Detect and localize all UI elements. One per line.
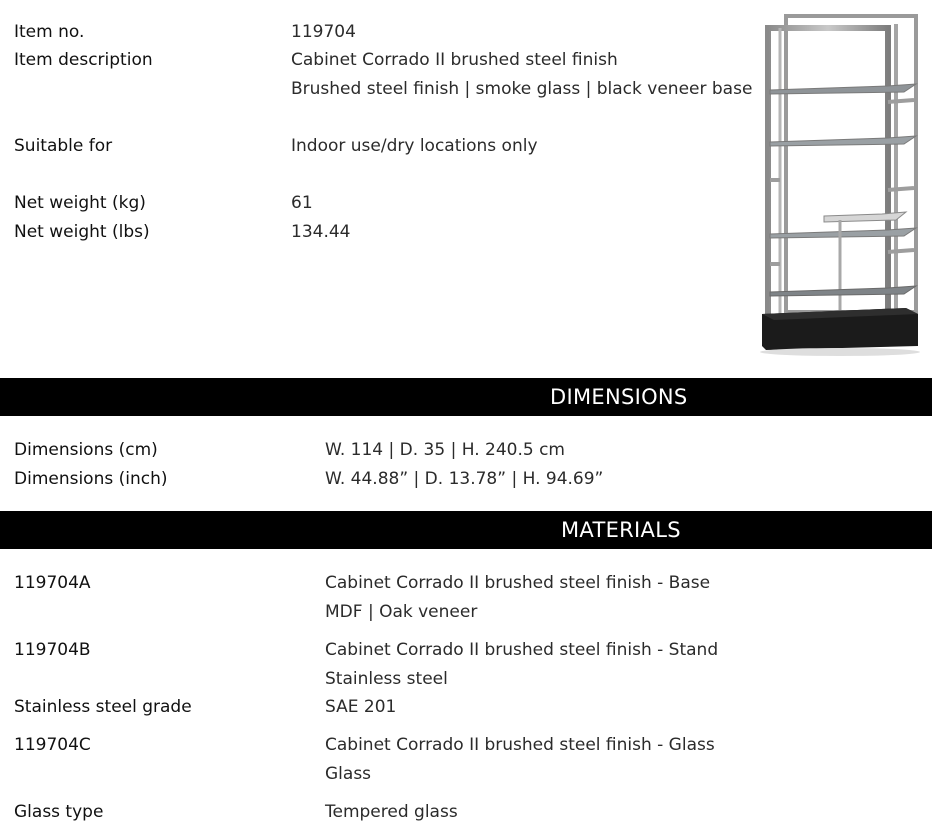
item-no-value: 119704 bbox=[291, 22, 356, 42]
suitable-for-value: Indoor use/dry locations only bbox=[291, 136, 538, 156]
materials-header-bar bbox=[0, 511, 932, 549]
dimensions-heading: DIMENSIONS bbox=[550, 385, 688, 409]
dimensions-inch-value: W. 44.88” | D. 13.78” | H. 94.69” bbox=[325, 469, 604, 489]
glass-type-label: Glass type bbox=[14, 802, 104, 822]
net-weight-lbs-value: 134.44 bbox=[291, 222, 351, 242]
materials-heading: MATERIALS bbox=[561, 518, 681, 542]
item-description-value-1: Cabinet Corrado II brushed steel finish bbox=[291, 50, 618, 70]
material-a-line2: MDF | Oak veneer bbox=[325, 602, 478, 622]
material-a-line1: Cabinet Corrado II brushed steel finish - Base bbox=[325, 573, 711, 593]
dimensions-cm-value: W. 114 | D. 35 | H. 240.5 cm bbox=[325, 440, 565, 460]
material-c-label: 119704C bbox=[14, 735, 91, 755]
material-a-label: 119704A bbox=[14, 573, 91, 593]
material-b-line2: Stainless steel bbox=[325, 669, 448, 689]
material-b-label: 119704B bbox=[14, 640, 91, 660]
net-weight-kg-label: Net weight (kg) bbox=[14, 193, 146, 213]
product-image bbox=[756, 12, 922, 357]
net-weight-lbs-label: Net weight (lbs) bbox=[14, 222, 150, 242]
dimensions-inch-label: Dimensions (inch) bbox=[14, 469, 168, 489]
dimensions-header-bar bbox=[0, 378, 932, 416]
material-c-line1: Cabinet Corrado II brushed steel finish - Glass bbox=[325, 735, 715, 755]
item-no-label: Item no. bbox=[14, 22, 85, 42]
glass-type-value: Tempered glass bbox=[325, 802, 458, 822]
item-description-value-2: Brushed steel finish | smoke glass | black veneer base bbox=[291, 79, 753, 99]
material-c-line2: Glass bbox=[325, 764, 372, 784]
steel-grade-label: Stainless steel grade bbox=[14, 697, 192, 717]
item-description-label: Item description bbox=[14, 50, 153, 70]
net-weight-kg-value: 61 bbox=[291, 193, 313, 213]
dimensions-cm-label: Dimensions (cm) bbox=[14, 440, 158, 460]
steel-grade-value: SAE 201 bbox=[325, 697, 397, 717]
suitable-for-label: Suitable for bbox=[14, 136, 113, 156]
material-b-line1: Cabinet Corrado II brushed steel finish - Stand bbox=[325, 640, 719, 660]
